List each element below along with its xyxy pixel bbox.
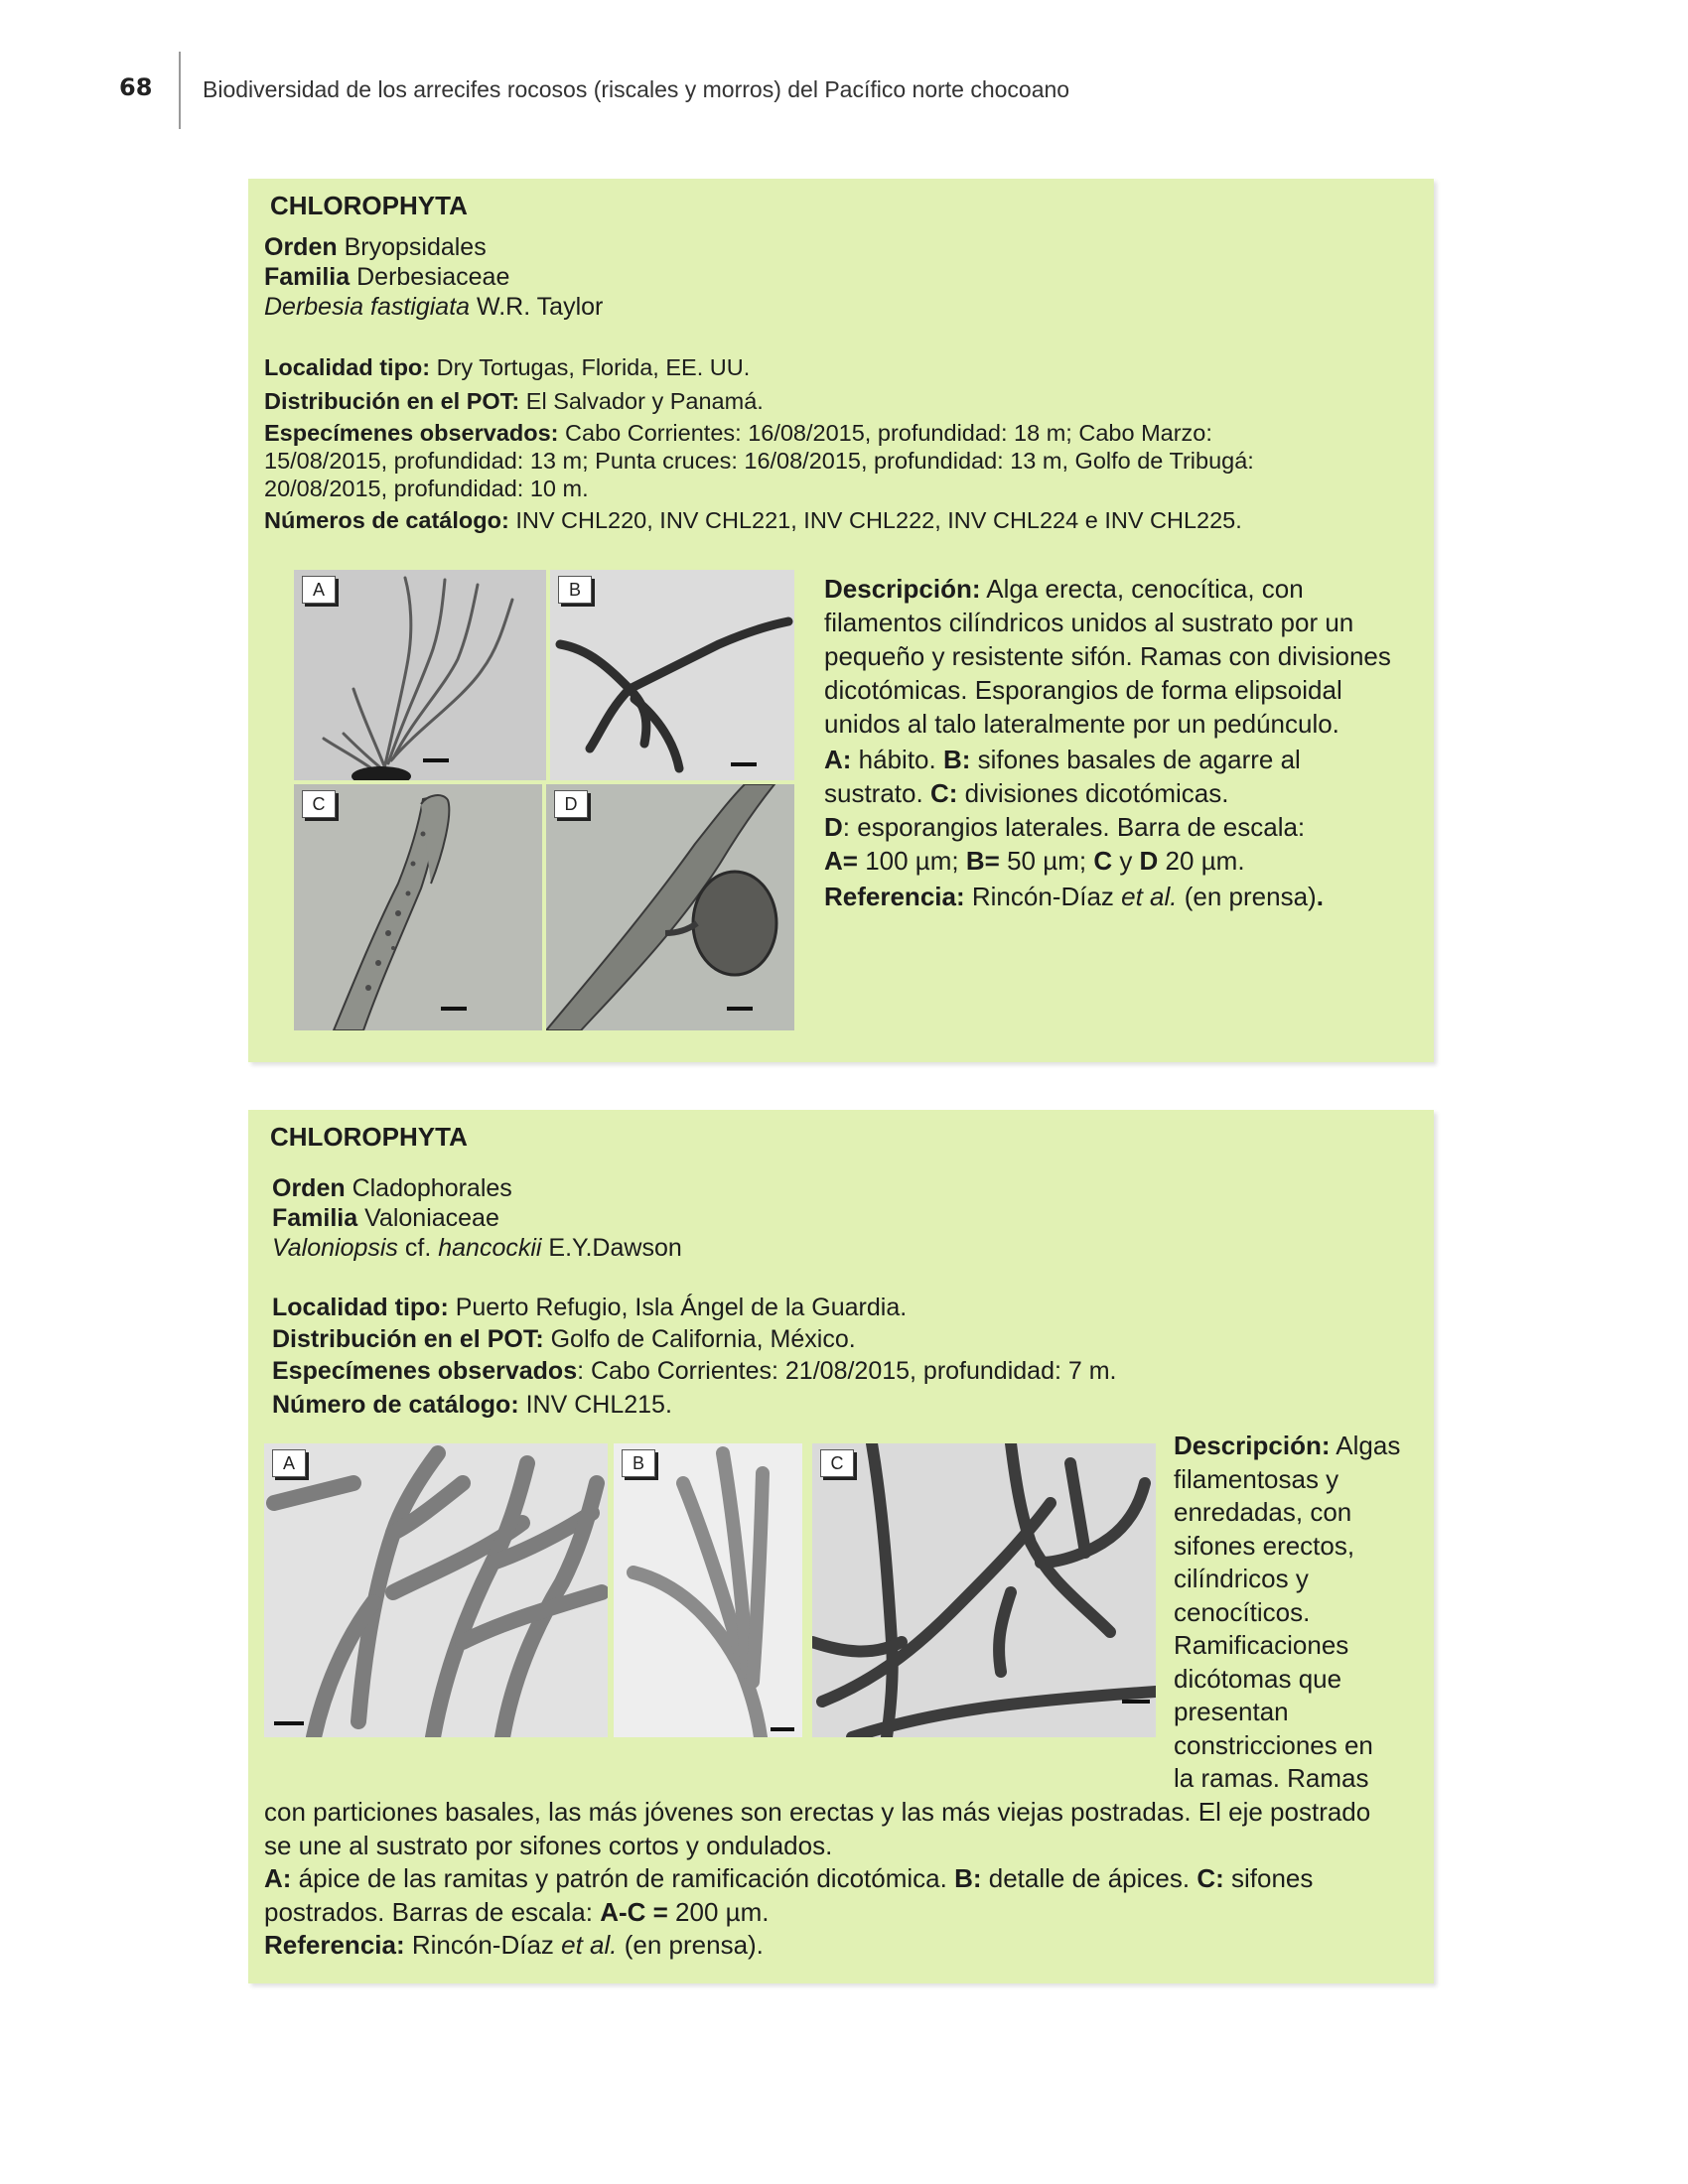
especimenes-line-3: 20/08/2015, profundidad: 10 m. (264, 476, 589, 501)
numero-catalogo: Número de catálogo: INV CHL215. (272, 1391, 672, 1419)
description-line: con particiones basales, las más jóvenes son erectas y las más viejas postradas. El eje postrado (264, 1797, 1371, 1827)
localidad-tipo: Localidad tipo: Dry Tortugas, Florida, EE. UU. (264, 354, 751, 380)
photo-label: B (622, 1449, 655, 1477)
photo-label: A (272, 1449, 306, 1477)
photo-label: C (820, 1449, 854, 1477)
description-line: Ramificaciones (1174, 1630, 1349, 1660)
distribucion-pot: Distribución en el POT: El Salvador y Panamá. (264, 388, 764, 414)
scale-bar (771, 1727, 794, 1731)
species-card-valoniopsis (248, 1110, 1434, 1983)
running-title: Biodiversidad de los arrecifes rocosos (riscales y morros) del Pacífico norte chocoano (203, 76, 1070, 102)
description-line: cenocíticos. (1174, 1596, 1311, 1627)
photo-label: D (554, 790, 588, 818)
photo-c-dichotomous-divisions (294, 784, 542, 1030)
scale-bar (423, 758, 449, 762)
phylum-heading: CHLOROPHYTA (270, 1122, 468, 1152)
prostrate-siphons-illustration (812, 1443, 1156, 1737)
orden-line: Orden Bryopsidales (264, 233, 487, 261)
apices-illustration (614, 1443, 802, 1737)
photo-b-apex-detail (614, 1443, 802, 1737)
figure-caption: A: ápice de las ramitas y patrón de ramificación dicotómica. B: detalle de ápices. C: sifones (264, 1863, 1314, 1893)
numeros-catalogo: Números de catálogo: INV CHL220, INV CHL221, INV CHL222, INV CHL224 e INV CHL225. (264, 507, 1242, 533)
description-narrow-column (1174, 1430, 1422, 1796)
scale-bar (1122, 1700, 1150, 1704)
referencia: Referencia: Rincón-Díaz et al. (en prensa). (264, 1930, 764, 1960)
photo-label: C (302, 790, 336, 818)
species-name: Derbesia fastigiata W.R. Taylor (264, 293, 604, 321)
description-line: Descripción: Algas (1174, 1431, 1401, 1460)
scale-bar (274, 1721, 304, 1725)
species-name: Valoniopsis cf. hancockii E.Y.Dawson (272, 1234, 682, 1262)
species-card-derbesia (248, 179, 1434, 1062)
scale-bar (441, 1007, 467, 1011)
familia-line: Familia Valoniaceae (272, 1204, 499, 1232)
photo-label: B (558, 576, 592, 604)
description-line: cilíndricos y (1174, 1564, 1309, 1593)
scale-bar (727, 1007, 753, 1011)
photo-d-lateral-sporangia (546, 784, 794, 1030)
figure-caption-scale: postrados. Barras de escala: A-C = 200 µm. (264, 1896, 770, 1927)
photo-c-prostrate-siphons (812, 1443, 1156, 1737)
photo-b-basal-siphons (550, 570, 794, 780)
description-text: Descripción: Alga erecta, cenocítica, con filamentos cilíndricos unidos al sustrato por un pequeño y resistente sifón. Ramas con divisiones dicotómicas. Esporangios de forma elipsoidal unidos al talo lateralmente por un pedúnculo. (824, 574, 1391, 739)
especimenes-observados: Especímenes observados: Cabo Corrientes: 16/08/2015, profundidad: 18 m; Cabo Marzo: (264, 420, 1212, 446)
description-line: enredadas, con (1174, 1497, 1352, 1527)
page-number: 68 (119, 73, 153, 101)
description-line: filamentosas y (1174, 1463, 1339, 1494)
photo-label: A (302, 576, 336, 604)
distribucion-pot: Distribución en el POT: Golfo de California, México. (272, 1325, 856, 1353)
familia-line: Familia Derbesiaceae (264, 263, 510, 291)
localidad-tipo: Localidad tipo: Puerto Refugio, Isla Ángel de la Guardia. (272, 1294, 908, 1321)
photo-a-habit (294, 570, 546, 780)
sporangium-illustration (546, 784, 794, 1030)
dichotomous-filament-illustration (294, 784, 542, 1030)
referencia: Referencia: Rincón-Díaz et al. (en prensa). (824, 882, 1324, 911)
description-line: dicótomas que (1174, 1663, 1342, 1694)
description-line: constricciones en (1174, 1729, 1373, 1760)
scale-bar (731, 762, 757, 766)
branching-filaments-illustration (264, 1443, 608, 1737)
description-block (824, 572, 1400, 913)
especimenes-observados: Especímenes observados: Cabo Corrientes: 21/08/2015, profundidad: 7 m. (272, 1357, 1117, 1385)
figure-caption: A: hábito. B: sifones basales de agarre al sustrato. C: divisiones dicotómicas. D: esporangios laterales. Barra de escala: A= 100 µm; B= 50 µm; C y D 20 µm. (824, 745, 1306, 876)
header-divider (179, 52, 181, 129)
description-line: se une al sustrato por sifones cortos y ondulados. (264, 1830, 833, 1860)
description-line: sifones erectos, (1174, 1530, 1355, 1561)
description-line: presentan (1174, 1697, 1289, 1726)
especimenes-line-2: 15/08/2015, profundidad: 13 m; Punta cruces: 16/08/2015, profundidad: 13 m, Golfo de Tribugá: (264, 448, 1254, 474)
photo-a-branch-apices (264, 1443, 608, 1737)
phylum-heading: CHLOROPHYTA (270, 191, 468, 220)
description-continuation (264, 1796, 1416, 1963)
orden-line: Orden Cladophorales (272, 1174, 512, 1202)
description-line: la ramas. Ramas (1174, 1763, 1369, 1793)
